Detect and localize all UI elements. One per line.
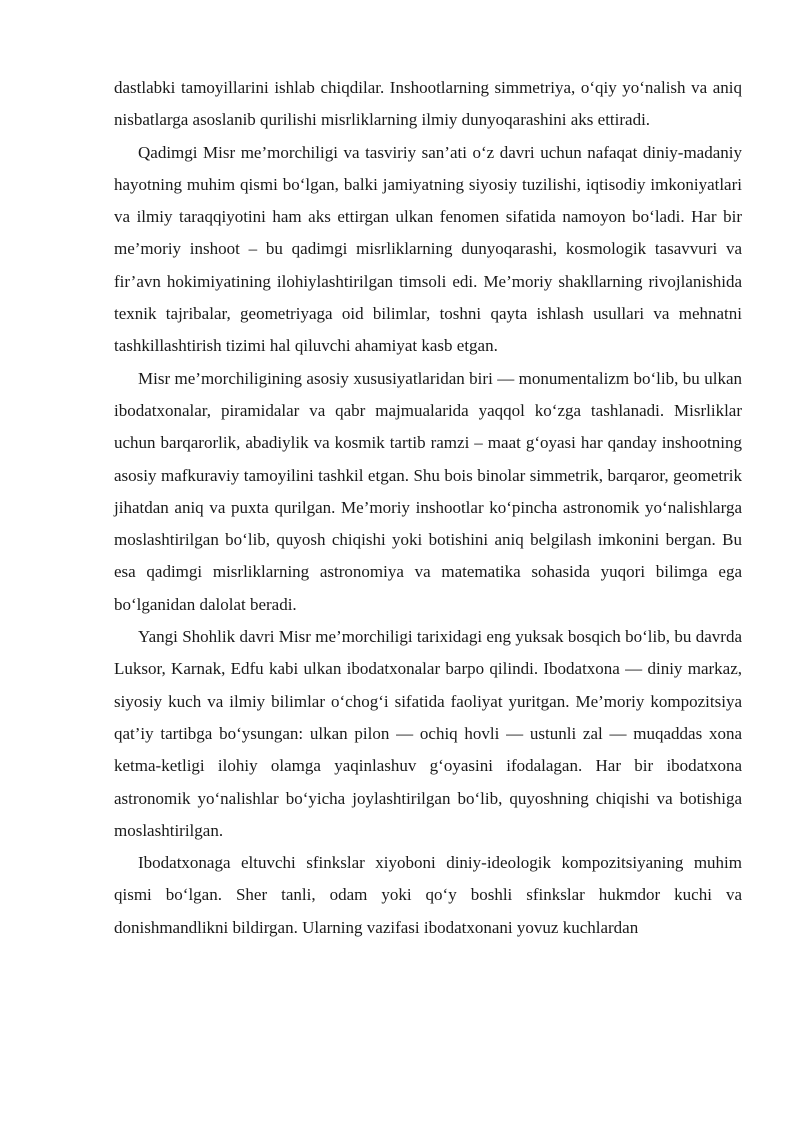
paragraph-new-kingdom: Yangi Shohlik davri Misr me’morchiligi tarixidagi eng yuksak bosqich bo‘lib, bu davrda Luksor, Karnak, Edfu kabi ulkan ibodatxonalar barpo qilindi. Ibodatxona — diniy markaz, siyosiy kuch va ilmiy bilimlar o‘chog‘i sifatida faoliyat yuritgan. Me’moriy kompozitsiya qat’iy tartibga bo‘ysungan: ulkan pilon — ochiq hovli — ustunli zal — muqaddas xona ketma-ketligi ilohiy olamga yaqinlashuv g‘oyasini ifodalagan. Har bir ibodatxona astronomik yo‘nalishlar bo‘yicha joylashtirilgan bo‘lib, quyoshning chiqishi va botishiga moslashtirilgan. bbox=[114, 627, 742, 840]
document-page bbox=[114, 72, 742, 944]
paragraph-continued: dastlabki tamoyillarini ishlab chiqdilar. Inshootlarning simmetriya, o‘qiy yo‘nalish va aniq nisbatlarga asoslanib qurilishi misrliklarning ilmiy dunyoqarashini aks ettiradi. bbox=[114, 78, 742, 130]
paragraph-sphinx-avenue: Ibodatxonaga eltuvchi sfinkslar xiyoboni diniy-ideologik kompozitsiyaning muhim qismi bo‘lgan. Sher tanli, odam yoki qo‘y boshli sfinkslar hukmdor kuchi va donishmandlikni bildirgan. Ularning vazifasi ibodatxonani yovuz kuchlardan bbox=[114, 853, 742, 937]
paragraph-egyptian-architecture-overview: Qadimgi Misr me’morchiligi va tasviriy san’ati o‘z davri uchun nafaqat diniy-madaniy hayotning muhim qismi bo‘lgan, balki jamiyatning siyosiy tuzilishi, iqtisodiy imkoniyatlari va ilmiy taraqqiyotini ham aks ettirgan ulkan fenomen sifatida namoyon bo‘ladi. Har bir me’moriy inshoot – bu qadimgi misrliklarning dunyoqarashi, kosmologik tasavvuri va fir’avn hokimiyatining ilohiylashtirilgan timsoli edi. Me’moriy shakllarning rivojlanishida texnik tajribalar, geometriyaga oid bilimlar, toshni qayta ishlash usullari va mehnatni tashkillashtirish tizimi hal qiluvchi ahamiyat kasb etgan. bbox=[114, 142, 742, 356]
paragraph-monumentalism: Misr me’morchiligining asosiy xususiyatlaridan biri — monumentalizm bo‘lib, bu ulkan ibodatxonalar, piramidalar va qabr majmualarida yaqqol ko‘zga tashlanadi. Misrliklar uchun barqarorlik, abadiylik va kosmik tartib ramzi – maat g‘oyasi har qanday inshootning asosiy mafkuraviy tamoyilini tashkil etgan. Shu bois binolar simmetrik, barqaror, geometrik jihatdan aniq va puxta qurilgan. Me’moriy inshootlar ko‘pincha astronomik yo‘nalishlarga moslashtirilgan bo‘lib, quyosh chiqishi yoki botishini aniq belgilash imkonini bergan. Bu esa qadimgi misrliklarning astronomiya va matematika sohasida yuqori bilimga ega bo‘lganidan dalolat beradi. bbox=[114, 368, 742, 614]
